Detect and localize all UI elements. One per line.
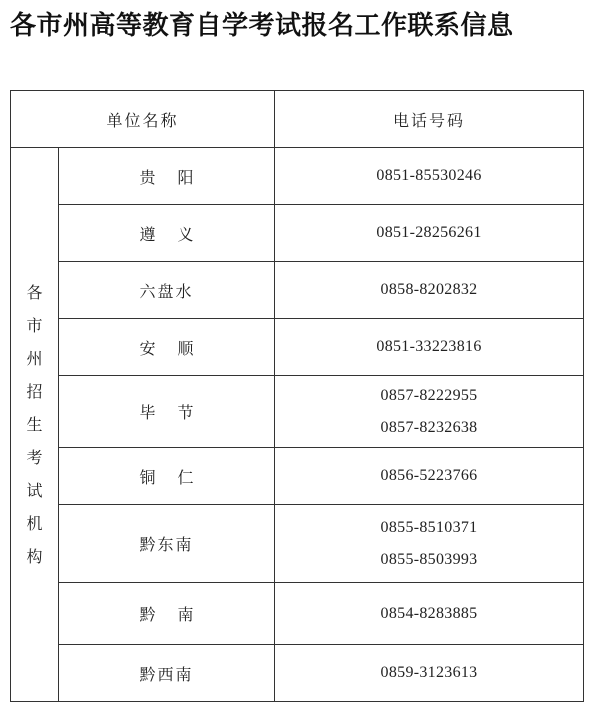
table-row — [11, 148, 584, 205]
unit-name-cell: 毕节 — [59, 376, 275, 448]
phone-number-cell — [275, 319, 584, 376]
phone-number-cell — [275, 645, 584, 702]
group-label-char: 各 — [26, 283, 43, 302]
group-label-char: 州 — [26, 349, 43, 368]
group-label-char: 考 — [26, 448, 43, 467]
table-row — [11, 448, 584, 505]
group-label-char: 构 — [26, 547, 43, 566]
phone-number-cell — [275, 148, 584, 205]
table-header-row — [11, 91, 584, 148]
phone-number-cell — [275, 205, 584, 262]
table-row — [11, 505, 584, 583]
table-body — [11, 148, 584, 702]
unit-name-cell: 安顺 — [59, 319, 275, 376]
phone-number-cell — [275, 505, 584, 583]
header-phone-number: 电话号码 — [275, 91, 584, 148]
phone-number: 0856-5223766 — [380, 467, 478, 484]
phone-number: 0857-8232638 — [380, 418, 478, 436]
group-label-char: 生 — [26, 415, 43, 434]
phone-number: 0858-8202832 — [380, 281, 478, 298]
table-row — [11, 319, 584, 376]
unit-name-cell: 黔东南 — [59, 505, 275, 583]
group-label-char: 机 — [26, 514, 43, 533]
table-row — [11, 262, 584, 319]
header-unit-name: 单位名称 — [11, 91, 275, 148]
group-label-char: 市 — [26, 316, 43, 335]
table-row — [11, 645, 584, 702]
unit-name-cell: 贵阳 — [59, 148, 275, 205]
phone-number-cell — [275, 262, 584, 319]
phone-number: 0851-33223816 — [376, 338, 482, 355]
phone-number-cell — [275, 448, 584, 505]
unit-name-cell: 六盘水 — [59, 262, 275, 319]
phone-number-cell — [275, 583, 584, 645]
phone-number: 0855-8503993 — [380, 550, 478, 568]
table-row — [11, 205, 584, 262]
phone-number: 0851-28256261 — [376, 224, 482, 241]
phone-number: 0851-85530246 — [376, 167, 482, 184]
unit-name-cell: 铜仁 — [59, 448, 275, 505]
contact-table — [10, 90, 584, 702]
table-row — [11, 376, 584, 448]
group-label-char: 招 — [26, 382, 43, 401]
group-label-char: 试 — [26, 481, 43, 500]
page-title: 各市州高等教育自学考试报名工作联系信息 — [10, 11, 514, 41]
phone-number: 0859-3123613 — [380, 664, 478, 681]
phone-number-cell — [275, 376, 584, 448]
phone-number: 0857-8222955 — [380, 386, 478, 404]
unit-name-cell: 遵义 — [59, 205, 275, 262]
table-row — [11, 583, 584, 645]
phone-number: 0854-8283885 — [380, 604, 478, 622]
phone-number: 0855-8510371 — [380, 518, 478, 536]
unit-name-cell: 黔西南 — [59, 645, 275, 702]
unit-name-cell: 黔南 — [59, 583, 275, 645]
group-label-cell — [11, 148, 59, 702]
